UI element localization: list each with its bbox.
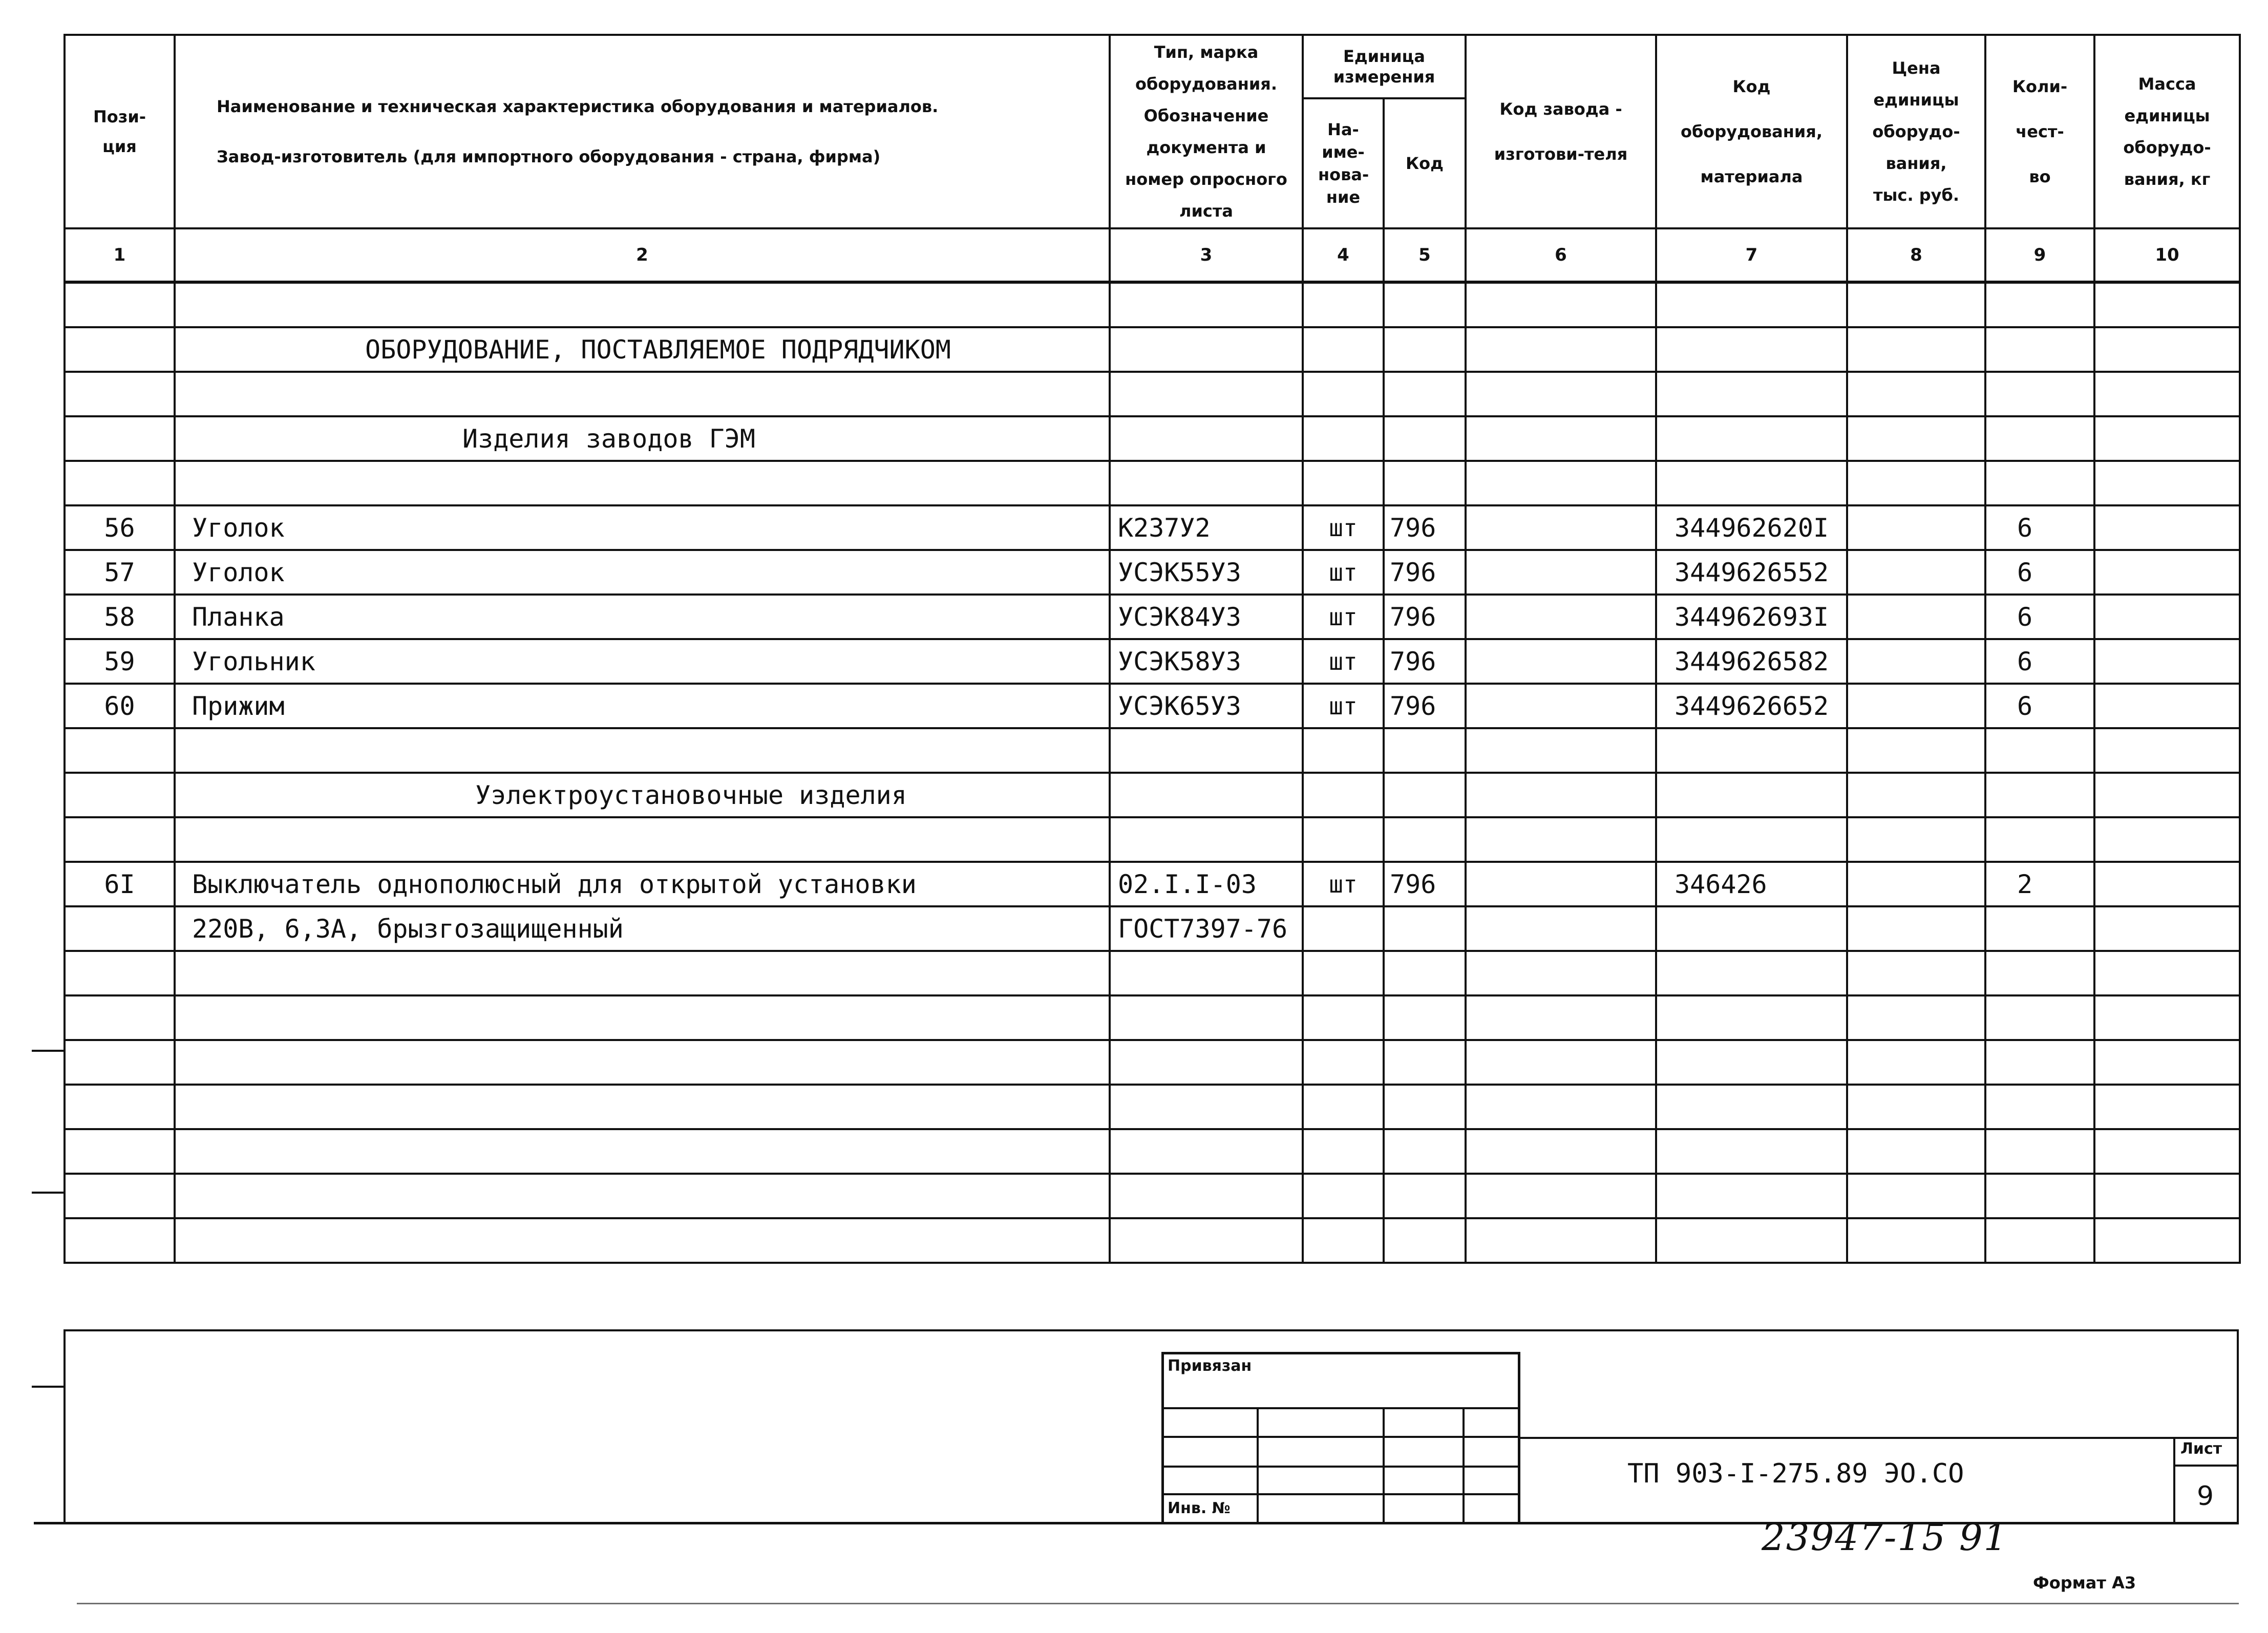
section-row (65, 773, 2240, 817)
title-block-line (2173, 1437, 2175, 1524)
table-row (65, 728, 2240, 773)
frame-line (2237, 1329, 2239, 1524)
row-type: УСЭК58УЗ (1110, 639, 1303, 684)
section-row (65, 416, 2240, 461)
section-row (65, 327, 2240, 372)
row-name: Уголок (175, 550, 1110, 595)
column-number: 8 (1847, 228, 1985, 282)
row-quantity: 6 (1985, 550, 2094, 595)
table-row (65, 282, 2240, 327)
table-row (65, 461, 2240, 505)
left-margin-tick (32, 1192, 63, 1194)
row-position: 56 (65, 505, 175, 550)
column-number: 3 (1110, 228, 1303, 282)
row-equipment-code: 346426 (1656, 862, 1847, 906)
document-code: ТП 903-I-275.89 ЭО.СО (1627, 1458, 1964, 1489)
row-unit: шт (1303, 550, 1384, 595)
attached-label: Привязан (1168, 1357, 1252, 1375)
row-quantity (1985, 906, 2094, 951)
header-equipment-code: Код оборудования, материала (1656, 35, 1847, 228)
header-quantity: Коли-чест-во (1985, 35, 2094, 228)
format-label: Формат А3 (2033, 1573, 2136, 1593)
attach-block-line (1161, 1436, 1520, 1438)
row-unit: шт (1303, 639, 1384, 684)
bottom-trim-line (77, 1603, 2239, 1604)
attach-block-line (1161, 1493, 1520, 1495)
row-equipment-code: 344962693I (1656, 595, 1847, 639)
header-unit-code: Код (1384, 98, 1466, 228)
row-quantity: 6 (1985, 684, 2094, 728)
frame-line (63, 1329, 2239, 1331)
row-equipment-code: 3449626582 (1656, 639, 1847, 684)
row-equipment-code: 344962620I (1656, 505, 1847, 550)
row-unit-code (1384, 906, 1466, 951)
inventory-label: Инв. № (1168, 1499, 1231, 1517)
row-unit-code: 796 (1384, 595, 1466, 639)
column-number: 2 (175, 228, 1110, 282)
row-position: 57 (65, 550, 175, 595)
row-type: 02.I.I-03 (1110, 862, 1303, 906)
attach-block-line (1462, 1407, 1465, 1523)
table-row (65, 995, 2240, 1040)
row-name: Прижим (175, 684, 1110, 728)
stamp-number: 23947-15 91 (1762, 1516, 2008, 1559)
header-type: Тип, марка оборудования. Обозначение документа и номер опросного листа (1110, 35, 1303, 228)
header-name (175, 35, 1110, 228)
header-unit-name: На-име-нова-ние (1303, 98, 1384, 228)
row-equipment-code: 3449626552 (1656, 550, 1847, 595)
row-position: 59 (65, 639, 175, 684)
sheet-number: 9 (2197, 1481, 2214, 1512)
attach-block-line (1161, 1407, 1520, 1409)
column-number: 5 (1384, 228, 1466, 282)
title-block-line (1520, 1437, 2239, 1439)
table-row (65, 862, 2240, 906)
table-row (65, 684, 2240, 728)
row-name: Планка (175, 595, 1110, 639)
row-name: Угольник (175, 639, 1110, 684)
row-unit: шт (1303, 862, 1384, 906)
row-type: ГОСТ7397-76 (1110, 906, 1303, 951)
row-position: 6I (65, 862, 175, 906)
column-number: 10 (2094, 228, 2240, 282)
sheet-label: Лист (2180, 1440, 2222, 1458)
table-row (65, 906, 2240, 951)
row-position: 58 (65, 595, 175, 639)
header-mass: Масса единицы оборудо-вания, кг (2094, 35, 2240, 228)
table-row (65, 1218, 2240, 1263)
row-position: 60 (65, 684, 175, 728)
left-margin-tick (32, 1386, 63, 1388)
row-unit: шт (1303, 505, 1384, 550)
row-quantity: 6 (1985, 595, 2094, 639)
frame-line (63, 1329, 66, 1524)
row-unit-code: 796 (1384, 639, 1466, 684)
column-number: 9 (1985, 228, 2094, 282)
header-plant-code: Код завода - изготови-теля (1466, 35, 1656, 228)
row-quantity: 6 (1985, 505, 2094, 550)
row-type: УСЭК65УЗ (1110, 684, 1303, 728)
attach-block-line (1383, 1407, 1385, 1523)
row-unit-code: 796 (1384, 505, 1466, 550)
table-row (65, 372, 2240, 416)
row-name: 220В, 6,3А, брызгозащищенный (175, 906, 1110, 951)
column-number: 7 (1656, 228, 1847, 282)
row-unit: шт (1303, 595, 1384, 639)
row-position (65, 906, 175, 951)
row-unit-code: 796 (1384, 550, 1466, 595)
table-row (65, 817, 2240, 862)
column-number: 4 (1303, 228, 1384, 282)
attach-block-line (1257, 1407, 1259, 1523)
row-unit (1303, 906, 1384, 951)
table-row (65, 550, 2240, 595)
row-unit-code: 796 (1384, 862, 1466, 906)
column-number: 6 (1466, 228, 1656, 282)
row-name: Уголок (175, 505, 1110, 550)
row-unit: шт (1303, 684, 1384, 728)
header-price: Цена единицы оборудо-вания, тыс. руб. (1847, 35, 1985, 228)
section-title-main: ОБОРУДОВАНИЕ, ПОСТАВЛЯЕМОЕ ПОДРЯДЧИКОМ (365, 334, 951, 365)
title-block-line (2173, 1465, 2239, 1467)
table-row (65, 639, 2240, 684)
header-position: Пози- ция (65, 35, 175, 228)
row-quantity: 6 (1985, 639, 2094, 684)
header-name-line1: Наименование и техническая характеристика оборудования и материалов. (217, 97, 939, 116)
specification-table (63, 34, 2241, 1264)
row-quantity: 2 (1985, 862, 2094, 906)
table-row (65, 1085, 2240, 1129)
table-row (65, 1174, 2240, 1218)
table-row (65, 1040, 2240, 1085)
table-row (65, 951, 2240, 995)
attach-block-line (1161, 1352, 1520, 1354)
row-type: К237У2 (1110, 505, 1303, 550)
table-row (65, 505, 2240, 550)
table-row (65, 1129, 2240, 1174)
header-name-line2: Завод-изготовитель (для импортного оборудования - страна, фирма) (217, 147, 881, 166)
table-row (65, 595, 2240, 639)
row-equipment-code: 3449626652 (1656, 684, 1847, 728)
attach-block-line (1161, 1466, 1520, 1468)
row-unit-code: 796 (1384, 684, 1466, 728)
row-type: УСЭК84УЗ (1110, 595, 1303, 639)
row-name: Выключатель однополюсный для открытой установки (175, 862, 1110, 906)
row-equipment-code (1656, 906, 1847, 951)
column-number: 1 (65, 228, 175, 282)
row-type: УСЭК55УЗ (1110, 550, 1303, 595)
section-title-sub1: Изделия заводов ГЭМ (462, 423, 755, 454)
left-margin-tick (32, 1050, 63, 1052)
section-title-sub2: Уэлектроустановочные изделия (475, 780, 907, 810)
header-unit: Единица измерения (1303, 35, 1466, 98)
